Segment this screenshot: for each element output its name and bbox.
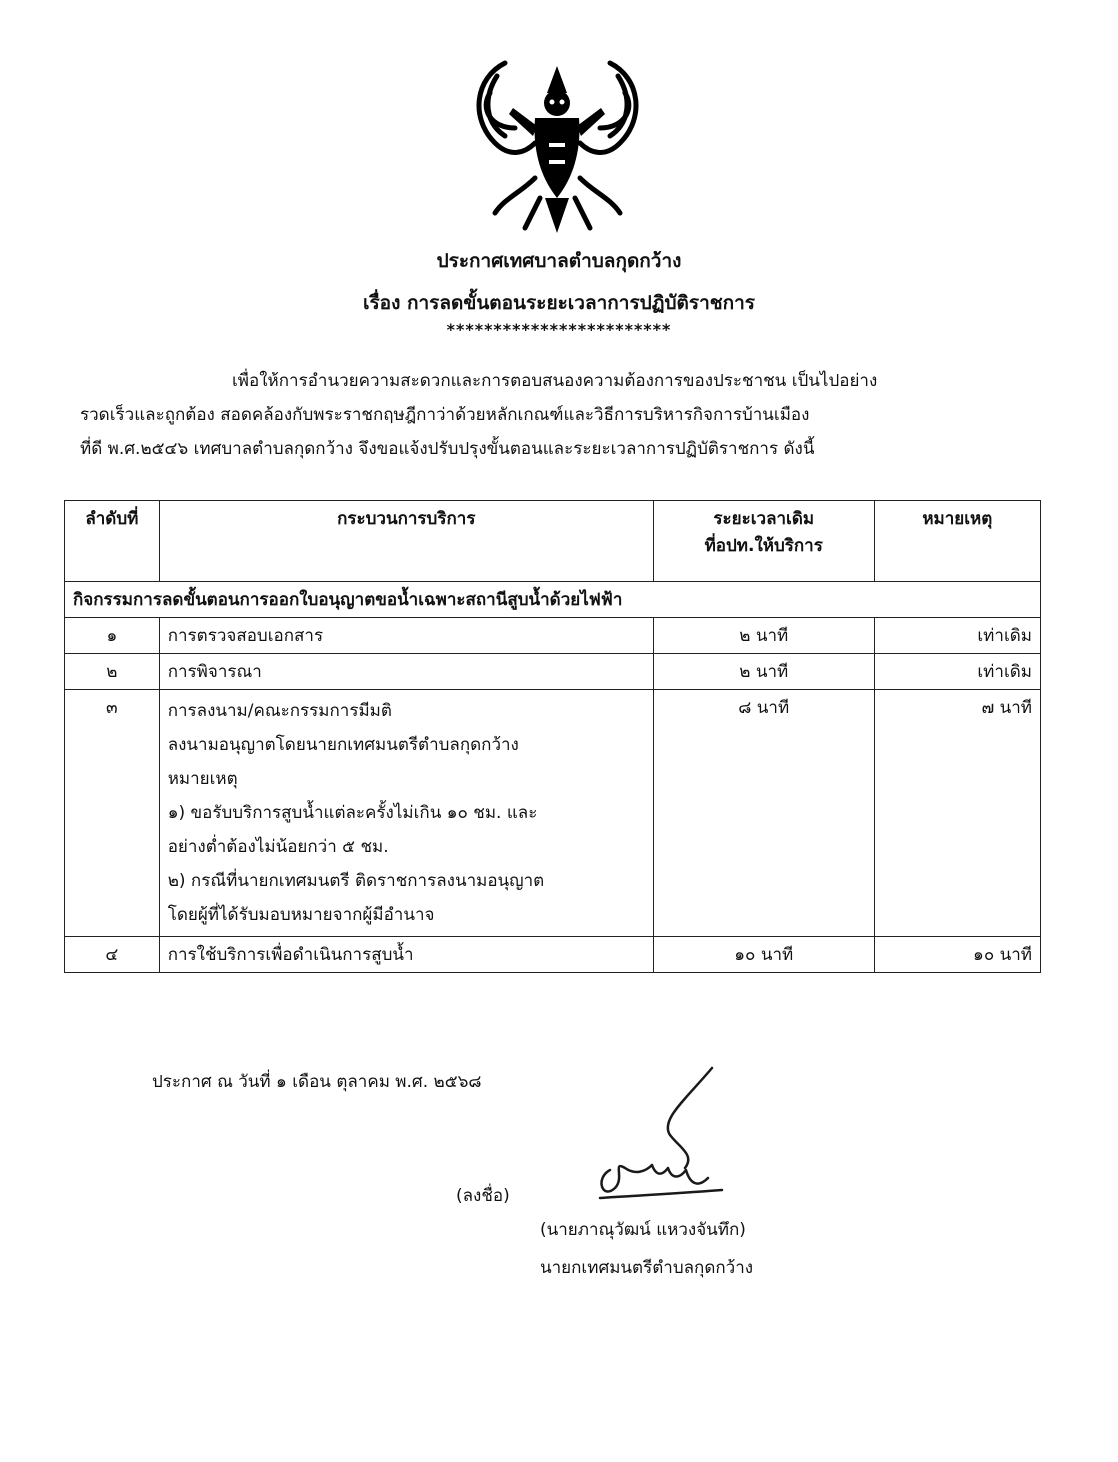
header-time (653, 501, 874, 582)
header-no: ลำดับที่ (65, 501, 160, 582)
announcement-subject: เรื่อง การลดขั้นตอนระยะเวลาการปฏิบัติราชการ (362, 292, 756, 314)
handwritten-signature-icon (590, 1060, 740, 1210)
row-process: การตรวจสอบเอกสาร (159, 618, 653, 654)
table-row (65, 937, 1041, 973)
section-title: กิจกรรมการลดขั้นตอนการออกใบอนุญาตขอน้ำเฉพาะสถานีสูบน้ำด้วยไฟฟ้า (65, 582, 1041, 618)
header-time-line: ที่อปท.ให้บริการ (704, 536, 823, 556)
table-row (65, 654, 1041, 690)
garuda-emblem-icon (465, 48, 650, 238)
title-divider: ************************ (446, 320, 672, 339)
process-line: การลงนาม/คณะกรรมการมีมติ (167, 701, 392, 721)
row-no: ๒ (65, 654, 160, 690)
row-time: ๒ นาที (653, 618, 874, 654)
process-line: อย่างต่ำต้องไม่น้อยกว่า ๕ ชม. (167, 837, 389, 857)
row-time: ๑๐ นาที (653, 937, 874, 973)
intro-line: รวดเร็วและถูกต้อง สอดคล้องกับพระราชกฤษฎีกาว่าด้วยหลักเกณฑ์และวิธีการบริหารกิจการบ้านเมือง (80, 405, 810, 425)
intro-line: ที่ดี พ.ศ.๒๕๔๖ เทศบาลตำบลกุดกว้าง จึงขอแจ้งปรับปรุงขั้นตอนและระยะเวลาการปฏิบัติราชการ ดังนี้ (80, 439, 815, 459)
row-no: ๔ (65, 937, 160, 973)
section-row (65, 582, 1041, 618)
intro-line: เพื่อให้การอำนวยความสะดวกและการตอบสนองความต้องการของประชาชน เป็นไปอย่าง (232, 371, 878, 391)
row-remark: เท่าเดิม (874, 654, 1040, 690)
header-process: กระบวนการบริการ (159, 501, 653, 582)
header-remark: หมายเหตุ (874, 501, 1040, 582)
announce-date: ประกาศ ณ วันที่ ๑ เดือน ตุลาคม พ.ศ. ๒๕๖๘ (152, 1072, 482, 1092)
process-line: โดยผู้ที่ได้รับมอบหมายจากผู้มีอำนาจ (167, 905, 435, 925)
row-process: การพิจารณา (159, 654, 653, 690)
process-line: ๑) ขอรับบริการสูบน้ำแต่ละครั้งไม่เกิน ๑๐ ชม. และ (167, 803, 538, 823)
row-remark: ๗ นาที (874, 690, 1040, 937)
row-remark: ๑๐ นาที (874, 937, 1040, 973)
row-time: ๘ นาที (653, 690, 874, 937)
table-header-row (65, 501, 1041, 582)
row-remark: เท่าเดิม (874, 618, 1040, 654)
process-line: หมายเหตุ (167, 769, 238, 789)
row-time: ๒ นาที (653, 654, 874, 690)
sign-label: (ลงชื่อ) (456, 1186, 510, 1206)
process-line: ลงนามอนุญาตโดยนายกเทศมนตรีตำบลกุดกว้าง (167, 735, 519, 755)
row-process: การใช้บริการเพื่อดำเนินการสูบน้ำ (159, 937, 653, 973)
process-line: ๒) กรณีที่นายกเทศมนตรี ติดราชการลงนามอนุญาต (167, 871, 545, 891)
signer-title: นายกเทศมนตรีตำบลกุดกว้าง (540, 1258, 754, 1278)
row-no: ๑ (65, 618, 160, 654)
service-time-table (64, 500, 1041, 973)
row-process (159, 690, 653, 937)
announcement-title: ประกาศเทศบาลตำบลกุดกว้าง (436, 250, 682, 272)
header-time-line: ระยะเวลาเดิม (713, 509, 815, 529)
table-row (65, 618, 1041, 654)
intro-paragraph (80, 364, 1040, 466)
row-no: ๓ (65, 690, 160, 937)
table-row (65, 690, 1041, 937)
signer-name: (นายภาณุวัฒน์ แหวงจันทึก) (540, 1220, 746, 1240)
